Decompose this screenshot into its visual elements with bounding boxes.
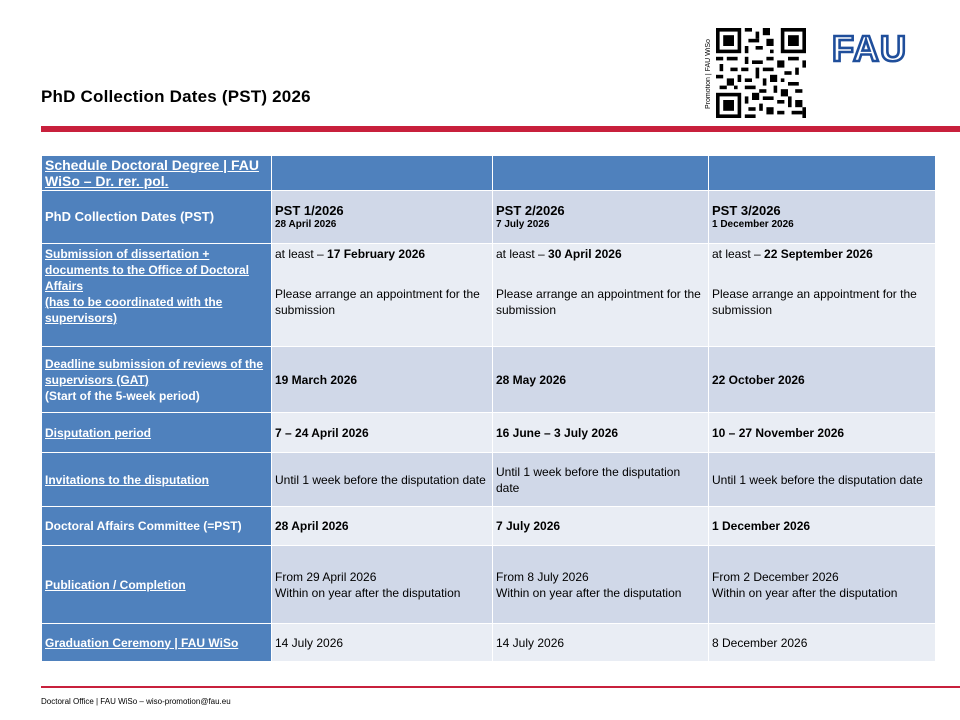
footer-text: Doctoral Office | FAU WiSo – wiso-promotion@fau.eu (41, 697, 231, 706)
header-pst3 (709, 191, 936, 244)
invitations-row (42, 453, 936, 507)
reviews-pst2: 28 May 2026 (493, 347, 709, 413)
submission-note: Please arrange an appointment for the submission (275, 287, 480, 317)
submission-pst2 (493, 244, 709, 347)
invitations-pst2: Until 1 week before the disputation date (493, 453, 709, 507)
submission-row (42, 244, 936, 347)
top-divider (41, 126, 960, 132)
publication-row (42, 546, 936, 624)
header-label: PhD Collection Dates (PST) (42, 191, 272, 244)
submission-prefix: at least – (275, 247, 328, 261)
table-title-empty (709, 156, 936, 191)
graduation-pst2: 14 July 2026 (493, 624, 709, 662)
disputation-pst2: 16 June – 3 July 2026 (493, 413, 709, 453)
submission-prefix: at least – (496, 247, 549, 261)
publication-from-pst2: From 8 July 2026 (496, 569, 589, 584)
header-pst2 (493, 191, 709, 244)
publication-pst1 (272, 546, 493, 624)
submission-date-pst1: 17 February 2026 (327, 247, 426, 261)
committee-pst3: 1 December 2026 (709, 507, 936, 546)
graduation-label: Graduation Ceremony | FAU WiSo (42, 624, 272, 662)
qr-side-text: Promotion | FAU WiSo (705, 39, 712, 109)
submission-label-note: (has to be coordinated with the supervisors) (45, 295, 223, 325)
qr-code-icon (716, 28, 806, 118)
committee-pst1: 28 April 2026 (272, 507, 493, 546)
graduation-pst3: 8 December 2026 (709, 624, 936, 662)
submission-date-pst3: 22 September 2026 (764, 247, 873, 261)
header-pst3-name: PST 3/2026 (712, 203, 781, 218)
header-pst2-date: 7 July 2026 (496, 219, 550, 230)
schedule-table (41, 155, 936, 662)
publication-from-pst1: From 29 April 2026 (275, 569, 377, 584)
invitations-pst3: Until 1 week before the disputation date (709, 453, 936, 507)
disputation-row (42, 413, 936, 453)
disputation-pst3: 10 – 27 November 2026 (709, 413, 936, 453)
submission-date-pst2: 30 April 2026 (548, 247, 622, 261)
header-row (42, 191, 936, 244)
publication-pst3 (709, 546, 936, 624)
reviews-label-note: (Start of the 5-week period) (45, 388, 200, 403)
reviews-label-main: Deadline submission of reviews of the supervisors (GAT) (45, 356, 264, 387)
table-title: Schedule Doctoral Degree | FAU WiSo – Dr. rer. pol. (42, 156, 272, 191)
publication-note: Within on year after the disputation (496, 585, 682, 600)
submission-note: Please arrange an appointment for the submission (496, 287, 701, 317)
committee-pst2: 7 July 2026 (493, 507, 709, 546)
submission-prefix: at least – (712, 247, 765, 261)
disputation-label: Disputation period (42, 413, 272, 453)
submission-label-main: Submission of dissertation + documents to the Office of Doctoral Affairs (45, 247, 250, 293)
submission-pst3 (709, 244, 936, 347)
invitations-pst1: Until 1 week before the disputation date (272, 453, 493, 507)
fau-logo (832, 30, 922, 66)
header-pst1-date: 28 April 2026 (275, 219, 337, 230)
reviews-row (42, 347, 936, 413)
publication-from-pst3: From 2 December 2026 (712, 569, 839, 584)
publication-label: Publication / Completion (42, 546, 272, 624)
bottom-divider (41, 686, 960, 688)
disputation-pst1: 7 – 24 April 2026 (272, 413, 493, 453)
header-pst3-date: 1 December 2026 (712, 219, 794, 230)
submission-note: Please arrange an appointment for the submission (712, 287, 917, 317)
header-pst2-name: PST 2/2026 (496, 203, 565, 218)
committee-row (42, 507, 936, 546)
graduation-row (42, 624, 936, 662)
committee-label: Doctoral Affairs Committee (=PST) (42, 507, 272, 546)
qr-code-block (703, 28, 807, 120)
reviews-pst1: 19 March 2026 (272, 347, 493, 413)
header-pst1-name: PST 1/2026 (275, 203, 344, 218)
publication-pst2 (493, 546, 709, 624)
publication-note: Within on year after the disputation (275, 585, 461, 600)
reviews-pst3: 22 October 2026 (709, 347, 936, 413)
submission-pst1 (272, 244, 493, 347)
graduation-pst1: 14 July 2026 (272, 624, 493, 662)
publication-note: Within on year after the disputation (712, 585, 898, 600)
header-pst1 (272, 191, 493, 244)
table-title-row (42, 156, 936, 191)
submission-label (42, 244, 272, 347)
invitations-label: Invitations to the disputation (42, 453, 272, 507)
table-title-empty (272, 156, 493, 191)
fau-logo-text: FAU (832, 30, 907, 66)
page-title: PhD Collection Dates (PST) 2026 (41, 87, 311, 106)
reviews-label (42, 347, 272, 413)
table-title-empty (493, 156, 709, 191)
